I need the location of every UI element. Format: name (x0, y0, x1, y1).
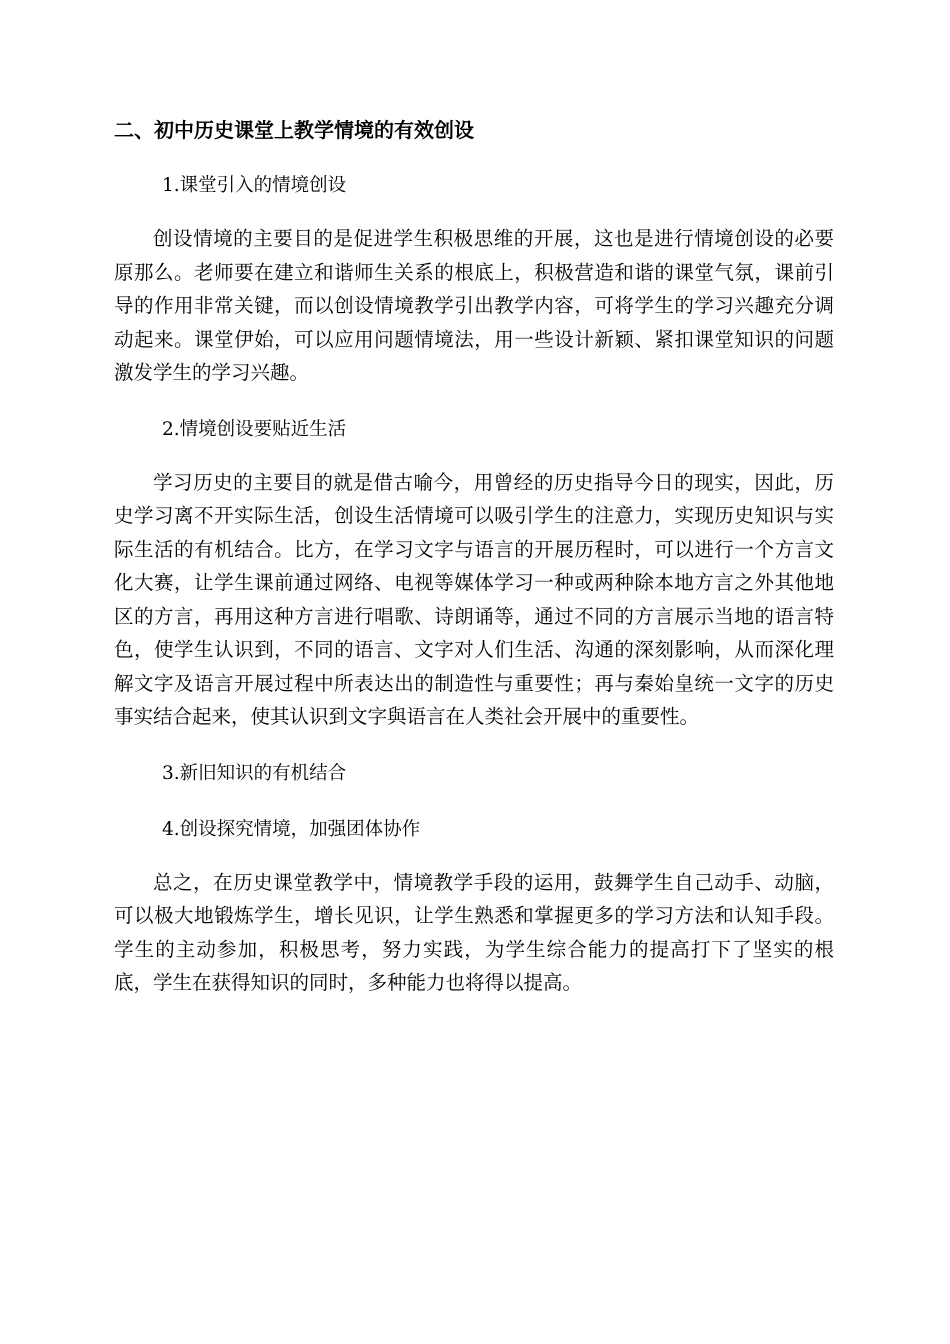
paragraph-1: 创设情境的主要目的是促进学生积极思维的开展，这也是进行情境创设的必要原那么。老师要在建立和谐师生关系的根底上，积极营造和谐的课堂气氛，课前引导的作用非常关键，而以创设情境教学引出教学内容，可将学生的学习兴趣充分调动起来。课堂伊始，可以应用问题情境法，用一些设计新颖、紧扣课堂知识的问题激发学生的学习兴趣。 (114, 227, 834, 384)
section-heading: 二、初中历史课堂上教学情境的有效创设 (114, 118, 474, 142)
subsection-title-2: 2.情境创设要贴近生活 (162, 418, 347, 440)
subsection-title-3: 3.新旧知识的有机结合 (162, 762, 347, 784)
conclusion-paragraph: 总之，在历史课堂教学中，情境教学手段的运用，鼓舞学生自己动手、动脑，可以极大地锻炼学生，增长见识，让学生熟悉和掌握更多的学习方法和认知手段。学生的主动参加，积极思考，努力实践，为学生综合能力的提高打下了坚实的根底，学生在获得知识的同时，多种能力也将得以提高。 (114, 870, 834, 994)
subsection-title-4: 4.创设探究情境，加强团体协作 (162, 818, 421, 840)
paragraph-2: 学习历史的主要目的就是借古喻今，用曾经的历史指导今日的现实，因此，历史学习离不开实际生活，创设生活情境可以吸引学生的注意力，实现历史知识与实际生活的有机结合。比方，在学习文字与语言的开展历程时，可以进行一个方言文化大赛，让学生课前通过网络、电视等媒体学习一种或两种除本地方言之外其他地区的方言，再用这种方言进行唱歌、诗朗诵等，通过不同的方言展示当地的语言特色，使学生认识到，不同的语言、文字对人们生活、沟通的深刻影响，从而深化理解文字及语言开展过程中所表达出的制造性与重要性；再与秦始皇统一文字的历史事实结合起来，使其认识到文字與语言在人类社会开展中的重要性。 (114, 470, 834, 728)
subsection-title-1: 1.课堂引入的情境创设 (162, 175, 347, 196)
document-page (114, 110, 834, 1000)
